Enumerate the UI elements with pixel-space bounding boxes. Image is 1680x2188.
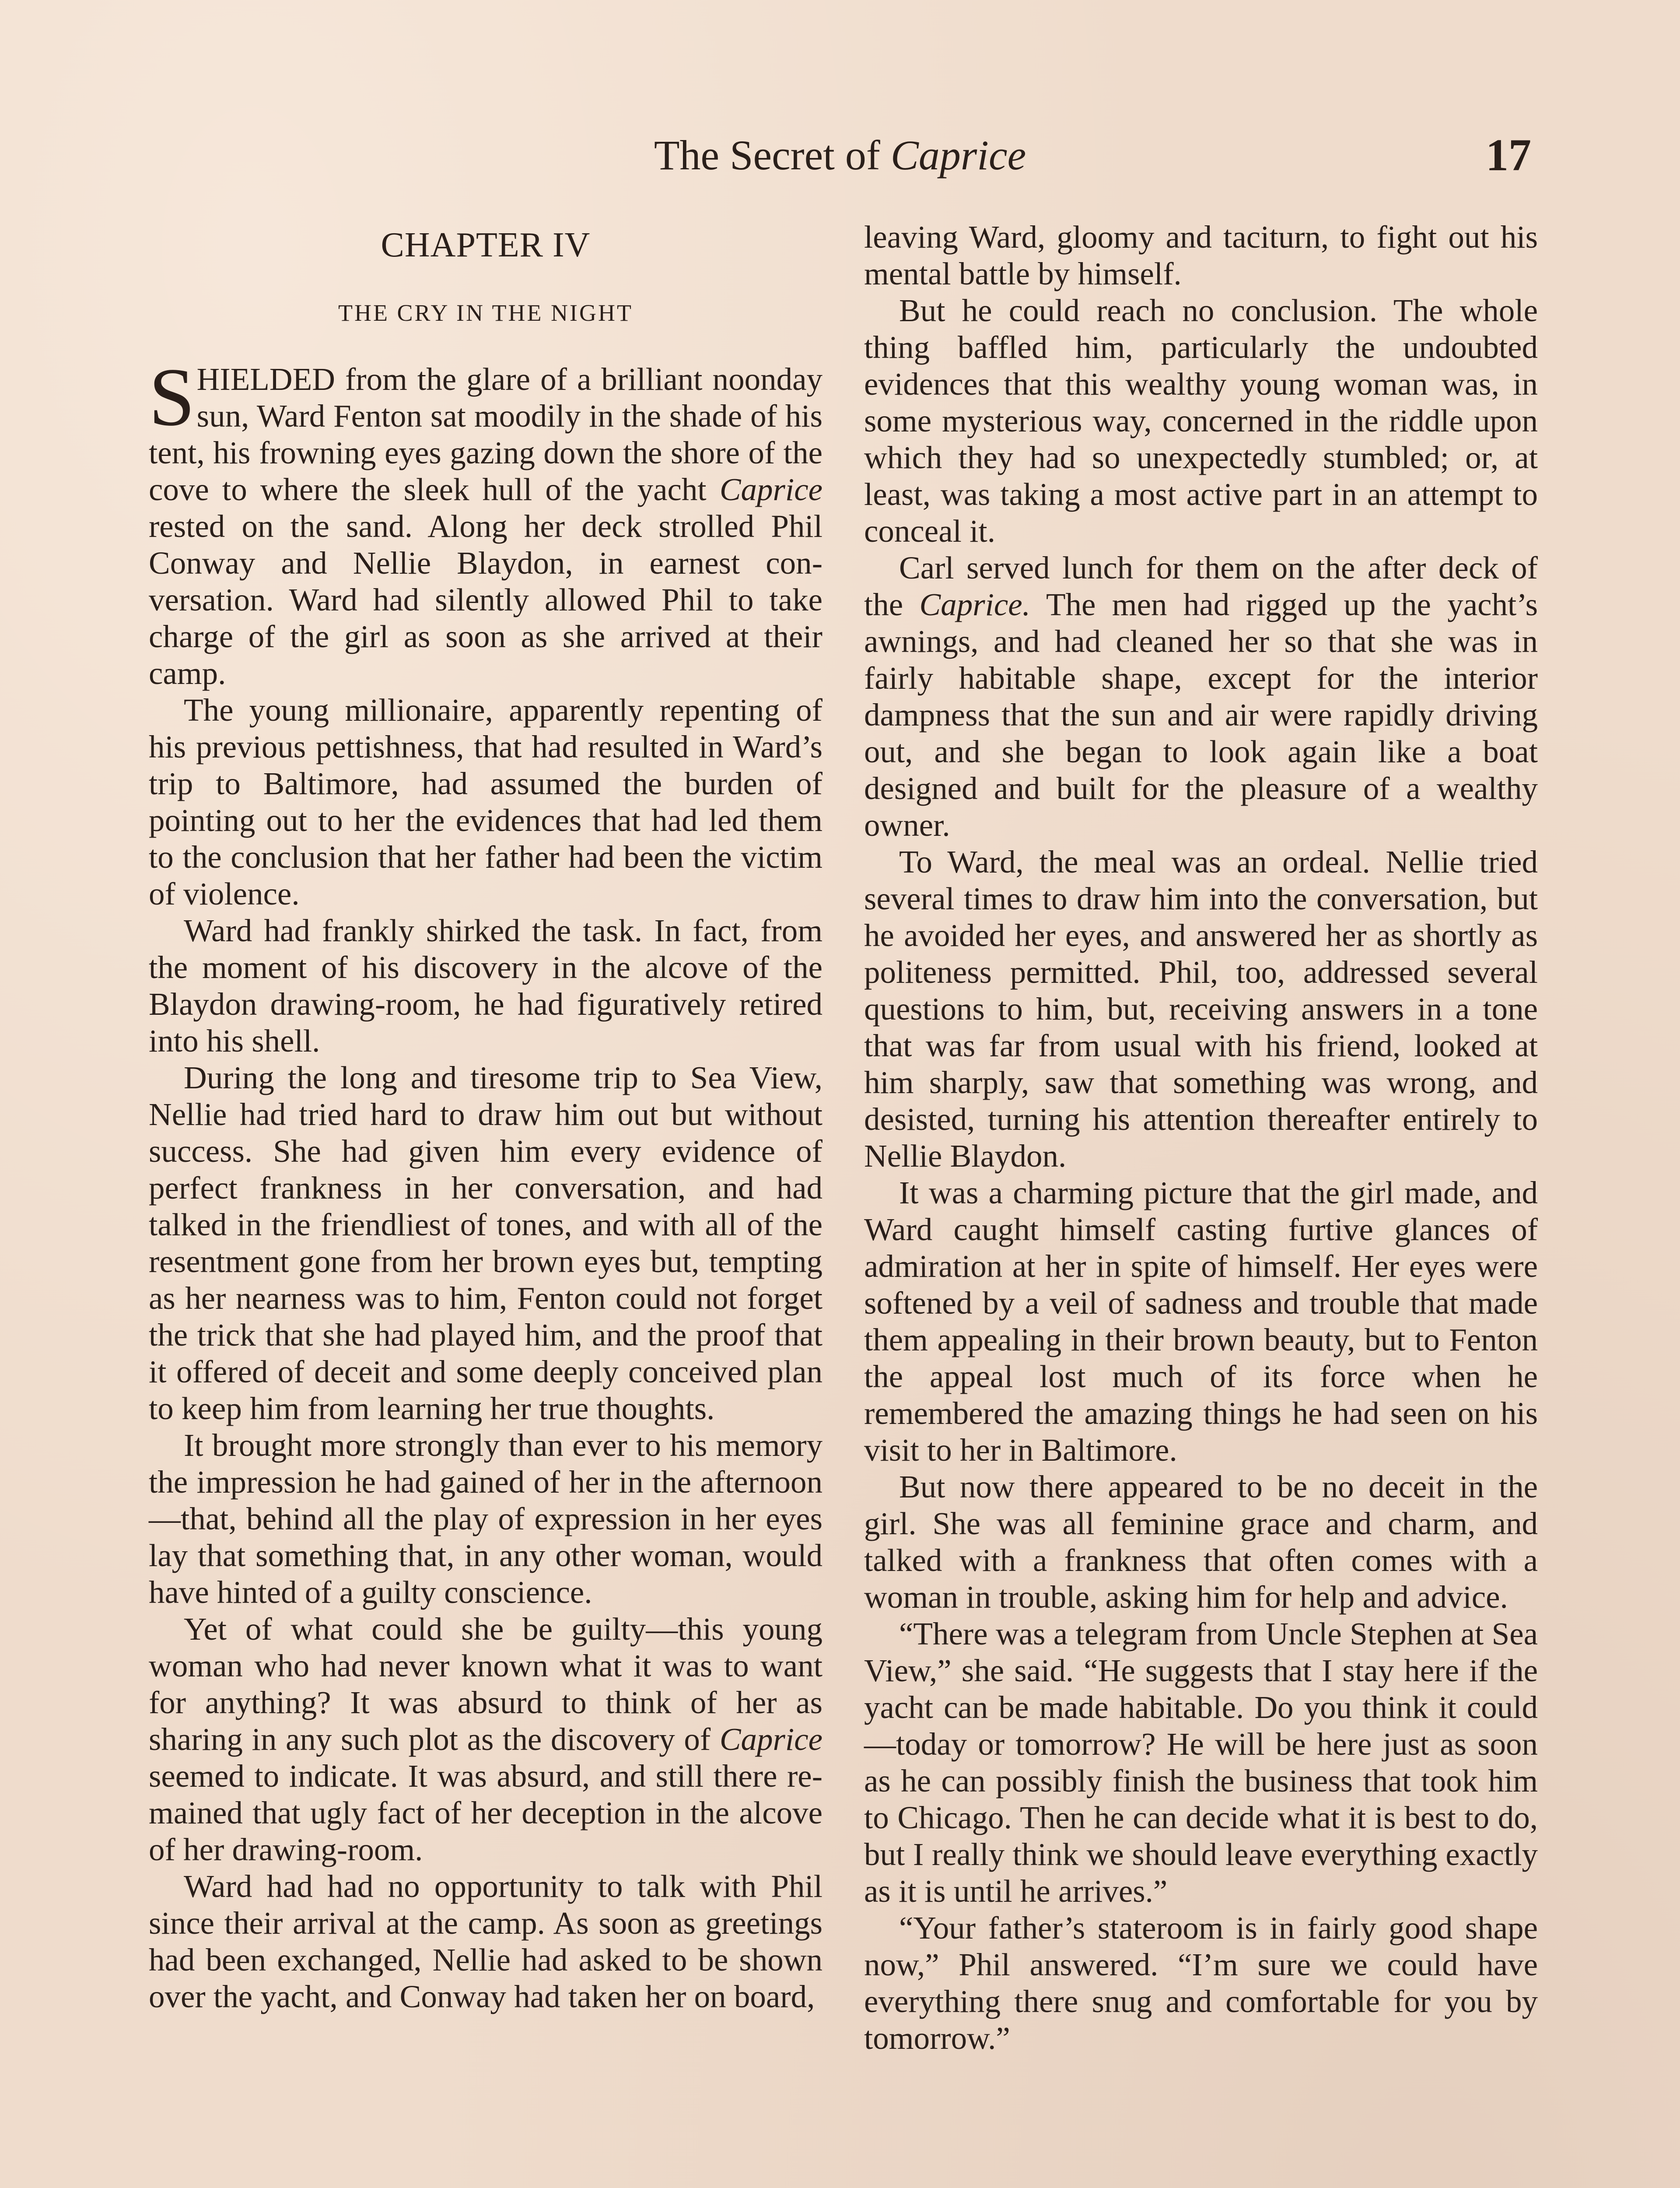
paragraph: leaving Ward, gloomy and taciturn, to fight out his mental battle by himself.: [864, 219, 1538, 291]
running-title-italic: Caprice: [890, 132, 1026, 179]
chapter-subtitle: THE CRY IN THE NIGHT: [338, 300, 633, 326]
paragraph: “Your father’s stateroom is in fairly good shape now,” Phil answered. “I’m sure we could have everything there snug and comfortable for you by tomorrow.”: [864, 1910, 1538, 2056]
opening-paragraph: [149, 351, 822, 692]
right-column: [864, 219, 1538, 2057]
paragraph: The young millionaire, apparently repenting of his previous pettishness, that had resulted in Ward’s trip to Baltimore, had assumed the burden of pointing out to her the evidences that had led them to the conclusion that her father had been the victim of violence.: [149, 692, 822, 912]
paragraph: Ward had had no opportunity to talk with Phil since their arrival at the camp. As soon as greetings had been exchanged, Nellie had asked to be shown over the yacht, and Conway had taken her on board,: [149, 1869, 822, 2014]
paragraph-text: The men had rigged up the yacht’s awnings, and had cleaned her so that she was in fairly habitable shape, except for the interior dampness that the sun and air were rapidly driving out, and she began to look again like a boat designed and built for the pleasure of a wealthy owner.: [864, 587, 1538, 843]
paragraph-text: seemed to indicate. It was absurd, and still there remained that ugly fact of her deception in the alcove of her drawing-room.: [149, 1758, 822, 1867]
left-column: [149, 219, 822, 2015]
chapter-heading: CHAPTER IV: [381, 226, 591, 264]
paragraph: It was a charming picture that the girl made, and Ward caught himself casting furtive glances of admiration at her in spite of himself. Her eyes were softened by a veil of sadness and trouble that made them appealing in their brown beauty, but to Fenton the appeal lost much of its force when he remembered the amazing things he had seen on his visit to her in Baltimore.: [864, 1175, 1538, 1468]
opening-end: rested on the sand. Along her deck strolled Phil Conway and Nellie Blaydon, in earnest conversation. Ward had silently allowed Phil to take charge of the girl as soon as she arrived at their camp.: [149, 508, 822, 691]
paragraph: To Ward, the meal was an ordeal. Nellie tried several times to draw him into the conversation, but he avoided her eyes, and answered her as shortly as politeness permitted. Phil, too, addressed several questions to him, but, receiving answers in a tone that was far from usual with his friend, looked at him sharply, saw that something was wrong, and desisted, turning his attention thereafter entirely to Nellie Blaydon.: [864, 844, 1538, 1174]
paragraph-italic: Caprice.: [919, 587, 1030, 622]
page-number: 17: [1486, 130, 1531, 180]
paragraph: “There was a telegram from Uncle Stephen at Sea View,” she said. “He suggests that I stay here if the yacht can be made habitable. Do you think it could—today or tomorrow? He will be here just as soon as he can possibly finish the business that took him to Chicago. Then he can decide what it is best to do, but I really think we should leave everything exactly as it is until he arrives.”: [864, 1616, 1538, 1909]
paragraph-italic: Caprice: [719, 1722, 822, 1757]
paragraph: It brought more strongly than ever to his memory the impression he had gained of her in the afternoon—that, behind all the play of expression in her eyes lay that something that, in any other woman, would have hinted of a guilty conscience.: [149, 1427, 822, 1610]
paragraph-text: Yet of what could she be guilty—this young woman who had never known what it was to want for anything? It was absurd to think of her as sharing in any such plot as the discovery of: [149, 1611, 822, 1757]
paragraph: [149, 1611, 822, 1868]
running-title-text: The Secret of: [654, 132, 891, 179]
drop-cap: S: [149, 351, 195, 443]
paragraph: Ward had frankly shirked the task. In fact, from the moment of his discovery in the alcove of the Blaydon drawing-room, he had figuratively retired into his shell.: [149, 913, 822, 1059]
paragraph: But he could reach no conclusion. The whole thing baffled him, particularly the undoubted evidences that this wealthy young woman was, in some mysterious way, concerned in the riddle upon which they had so unexpectedly stumbled; or, at least, was taking a most active part in an attempt to conceal it.: [864, 293, 1538, 549]
paragraph-text: Carl served lunch for them on the after deck of the: [864, 550, 1538, 622]
running-title: [149, 125, 1531, 186]
paragraph: [864, 550, 1538, 844]
opening-italic: Caprice: [719, 472, 822, 507]
page-header: [149, 125, 1531, 186]
opening-text: HIELDED from the glare of a brilliant noonday sun, Ward Fenton sat moodily in the shade of his tent, his frowning eyes gazing down the shore of the cove to where the sleek hull of the yacht: [149, 361, 822, 507]
paragraph: But now there appeared to be no deceit in the girl. She was all feminine grace and charm, and talked with a frankness that often comes with a woman in trouble, asking him for help and advice.: [864, 1469, 1538, 1615]
paragraph: During the long and tiresome trip to Sea View, Nellie had tried hard to draw him out but without success. She had given him every evidence of perfect frankness in her conversation, and had talked in the friendliest of tones, and with all of the resentment gone from her brown eyes but, tempting as her nearness was to him, Fenton could not forget the trick that she had played him, and the proof that it offered of deceit and some deeply conceived plan to keep him from learning her true thoughts.: [149, 1060, 822, 1426]
